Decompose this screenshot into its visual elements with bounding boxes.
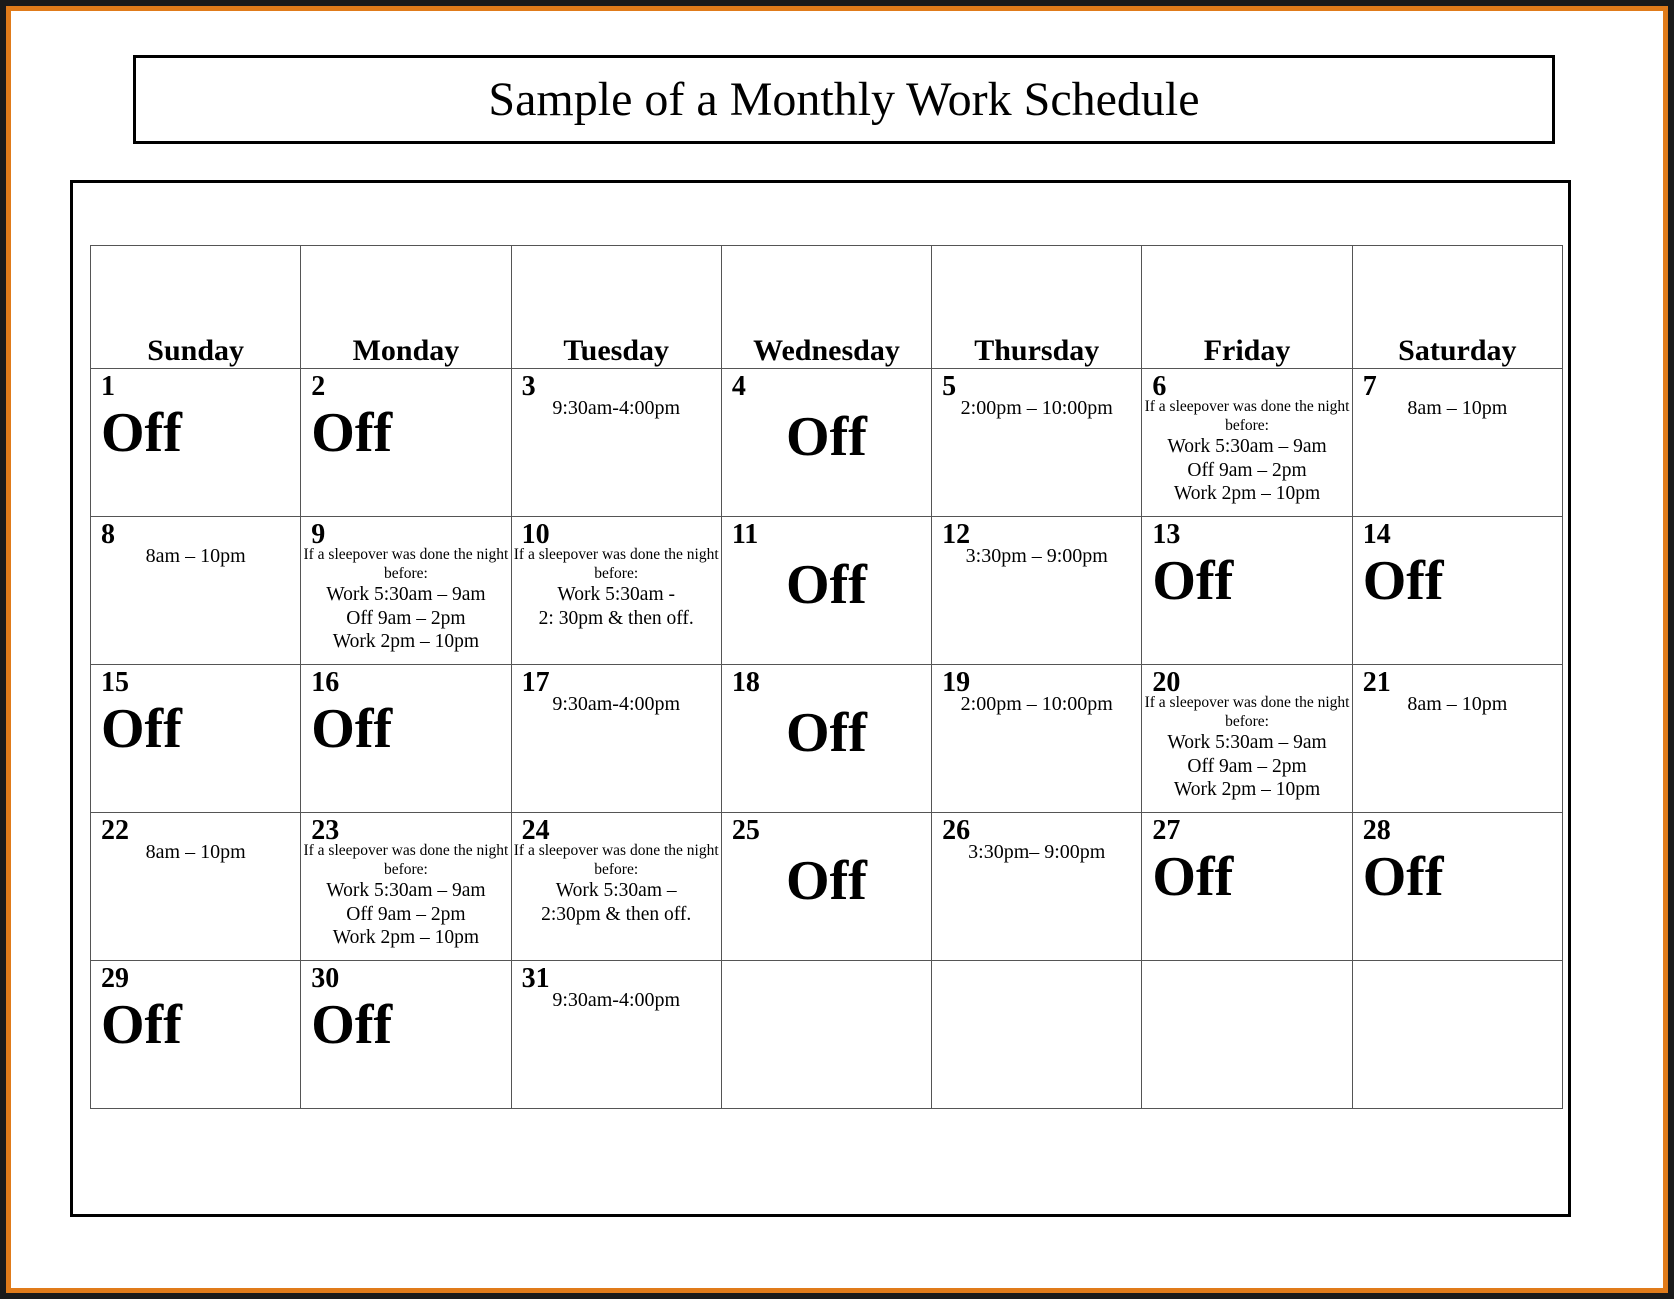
calendar-body xyxy=(91,369,1563,1109)
day-number: 18 xyxy=(731,667,760,698)
shift-line: Work 5:30am – 9am xyxy=(1167,732,1327,753)
weekday-header: Sunday xyxy=(91,246,301,369)
day-number: 31 xyxy=(521,963,550,994)
shift-line: Off 9am – 2pm xyxy=(346,903,466,925)
off-label: Off xyxy=(101,994,182,1056)
day-number: 16 xyxy=(311,667,340,698)
day-number: 26 xyxy=(942,815,971,846)
day-number: 25 xyxy=(731,815,760,846)
shift-line: Work 2pm – 10pm xyxy=(332,927,480,948)
day-number: 20 xyxy=(1152,667,1181,698)
day-number: 27 xyxy=(1152,815,1181,846)
sleepover-note: If a sleepover was done the night before: xyxy=(1144,694,1350,730)
off-label: Off xyxy=(786,406,867,468)
day-number: 4 xyxy=(731,371,746,402)
day-cell xyxy=(1142,369,1352,517)
shift-line: Work 5:30am - xyxy=(557,584,675,605)
calendar-table xyxy=(90,245,1563,1109)
day-cell xyxy=(91,517,301,665)
weekday-header-row xyxy=(91,246,1563,369)
shift-line: Off 9am – 2pm xyxy=(1187,459,1307,481)
day-number: 10 xyxy=(521,519,550,550)
day-number: 1 xyxy=(101,371,115,402)
weekday-header: Friday xyxy=(1142,246,1352,369)
sleepover-note: If a sleepover was done the night before: xyxy=(513,842,719,878)
day-cell xyxy=(932,517,1142,665)
day-number: 14 xyxy=(1362,519,1391,550)
shift-hours: 2:00pm – 10:00pm xyxy=(960,693,1113,715)
day-cell xyxy=(511,813,721,961)
shift-hours: 8am – 10pm xyxy=(145,545,246,567)
day-cell xyxy=(511,369,721,517)
week-row xyxy=(91,517,1563,665)
day-number: 15 xyxy=(101,667,129,698)
off-label: Off xyxy=(786,850,867,912)
week-row xyxy=(91,665,1563,813)
day-cell xyxy=(301,961,511,1109)
shift-line: Work 2pm – 10pm xyxy=(1173,483,1321,504)
day-cell xyxy=(301,369,511,517)
off-label: Off xyxy=(1152,846,1234,908)
weekday-header: Saturday xyxy=(1352,246,1562,369)
shift-hours: 9:30am-4:00pm xyxy=(552,693,681,715)
day-cell xyxy=(1142,813,1352,961)
shift-line: Work 5:30am – 9am xyxy=(1167,436,1327,457)
shift-hours: 9:30am-4:00pm xyxy=(552,397,681,419)
day-number: 9 xyxy=(311,519,326,550)
day-number: 11 xyxy=(731,519,759,550)
day-number: 8 xyxy=(101,519,115,550)
off-label: Off xyxy=(101,698,182,760)
off-label: Off xyxy=(786,554,867,616)
shift-hours: 2:00pm – 10:00pm xyxy=(960,397,1113,419)
day-cell xyxy=(301,517,511,665)
day-cell xyxy=(932,813,1142,961)
day-cell xyxy=(1352,665,1562,813)
shift-line: Work 2pm – 10pm xyxy=(1173,779,1321,800)
off-label: Off xyxy=(311,402,393,464)
day-number: 21 xyxy=(1362,667,1391,698)
sleepover-note: If a sleepover was done the night before: xyxy=(513,546,719,582)
day-number: 3 xyxy=(521,371,536,402)
off-label: Off xyxy=(1362,846,1444,908)
weekday-header: Monday xyxy=(301,246,511,369)
off-label: Off xyxy=(1152,550,1234,612)
day-cell xyxy=(932,369,1142,517)
day-cell xyxy=(932,665,1142,813)
day-cell xyxy=(1352,369,1562,517)
day-number: 23 xyxy=(311,815,340,846)
day-cell xyxy=(721,517,931,665)
day-cell xyxy=(301,665,511,813)
shift-hours: 3:30pm – 9:00pm xyxy=(965,545,1108,567)
day-cell xyxy=(91,813,301,961)
week-row xyxy=(91,369,1563,517)
empty-day-cell xyxy=(1142,961,1352,1109)
shift-line: 2:30pm & then off. xyxy=(541,903,692,925)
shift-hours: 8am – 10pm xyxy=(1407,693,1508,715)
day-number: 17 xyxy=(521,667,550,698)
empty-day-cell xyxy=(932,961,1142,1109)
shift-line: Work 5:30am – 9am xyxy=(326,584,486,605)
day-number: 6 xyxy=(1152,371,1167,402)
day-cell xyxy=(721,369,931,517)
shift-hours: 8am – 10pm xyxy=(1407,397,1508,419)
shift-hours: 9:30am-4:00pm xyxy=(552,989,681,1011)
empty-day-cell xyxy=(721,961,931,1109)
day-cell xyxy=(1142,517,1352,665)
day-cell xyxy=(1352,813,1562,961)
day-cell xyxy=(511,961,721,1109)
day-number: 24 xyxy=(521,815,550,846)
day-number: 19 xyxy=(942,667,971,698)
day-number: 5 xyxy=(942,371,957,402)
day-cell xyxy=(301,813,511,961)
weekday-header: Thursday xyxy=(932,246,1142,369)
day-number: 12 xyxy=(942,519,971,550)
weekday-header: Wednesday xyxy=(721,246,931,369)
sleepover-note: If a sleepover was done the night before: xyxy=(1144,398,1350,434)
shift-hours: 3:30pm– 9:00pm xyxy=(968,841,1106,863)
weekday-header: Tuesday xyxy=(511,246,721,369)
day-cell xyxy=(1352,517,1562,665)
day-cell xyxy=(91,961,301,1109)
sleepover-note: If a sleepover was done the night before: xyxy=(303,842,509,878)
day-number: 7 xyxy=(1362,371,1377,402)
shift-line: Off 9am – 2pm xyxy=(1187,755,1307,777)
empty-day-cell xyxy=(1352,961,1562,1109)
day-cell xyxy=(511,517,721,665)
shift-line: 2: 30pm & then off. xyxy=(538,607,694,629)
off-label: Off xyxy=(311,994,393,1056)
day-number: 30 xyxy=(311,963,340,994)
shift-line: Work 5:30am – xyxy=(555,880,677,901)
day-number: 28 xyxy=(1362,815,1391,846)
week-row xyxy=(91,813,1563,961)
day-number: 22 xyxy=(101,815,129,846)
day-cell xyxy=(721,813,931,961)
day-cell xyxy=(91,369,301,517)
day-cell xyxy=(91,665,301,813)
shift-line: Off 9am – 2pm xyxy=(346,607,466,629)
day-cell xyxy=(1142,665,1352,813)
off-label: Off xyxy=(786,702,867,764)
day-number: 13 xyxy=(1152,519,1181,550)
sleepover-note: If a sleepover was done the night before: xyxy=(303,546,509,582)
off-label: Off xyxy=(101,402,182,464)
day-number: 2 xyxy=(311,371,326,402)
off-label: Off xyxy=(1362,550,1444,612)
shift-line: Work 5:30am – 9am xyxy=(326,880,486,901)
off-label: Off xyxy=(311,698,393,760)
shift-hours: 8am – 10pm xyxy=(145,841,246,863)
week-row xyxy=(91,961,1563,1109)
day-cell xyxy=(511,665,721,813)
shift-line: Work 2pm – 10pm xyxy=(332,631,480,652)
page-title: Sample of a Monthly Work Schedule xyxy=(133,55,1555,144)
day-number: 29 xyxy=(101,963,129,994)
day-cell xyxy=(721,665,931,813)
